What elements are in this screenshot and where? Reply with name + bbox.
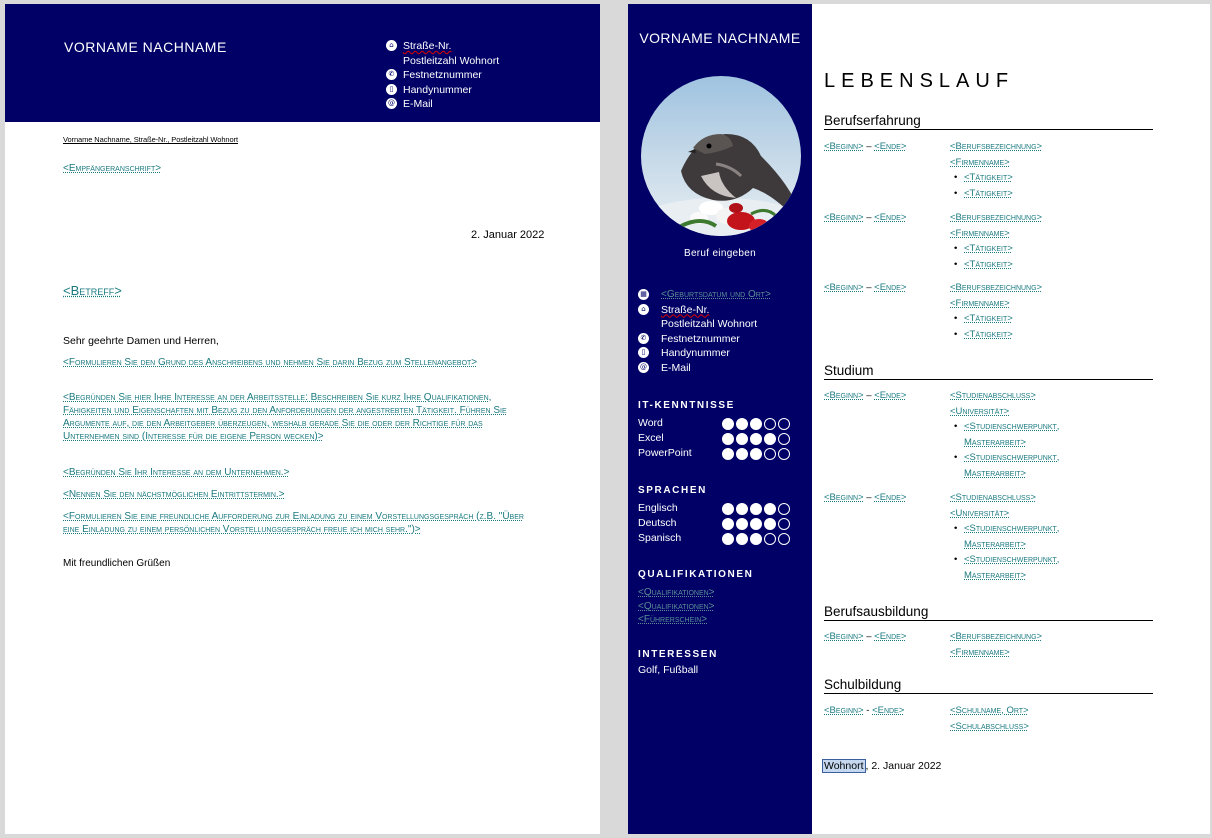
activity-placeholder[interactable]: <Tätigkeit> xyxy=(964,258,1013,270)
rating-dot-filled xyxy=(750,418,762,430)
date-separator: – xyxy=(863,631,875,642)
language-label[interactable]: Deutsch xyxy=(638,517,677,529)
cv-page xyxy=(628,4,1210,834)
degree-placeholder[interactable]: <Studienabschluss> xyxy=(950,390,1036,401)
rating-dot-filled xyxy=(736,418,748,430)
calendar-icon: ▦ xyxy=(638,289,649,300)
section-heading-work[interactable]: Berufserfahrung xyxy=(824,113,1153,130)
date-text[interactable]: , 2. Januar 2022 xyxy=(865,760,942,772)
activity-placeholder[interactable]: <Tätigkeit> xyxy=(964,172,1013,183)
at-icon: @ xyxy=(640,362,647,371)
language-row xyxy=(638,502,798,517)
begin-placeholder[interactable]: <Beginn> xyxy=(824,282,864,293)
sender-line[interactable]: Vorname Nachname, Straße-Nr., Postleitzahl Wohnort xyxy=(63,135,238,144)
date-separator: – xyxy=(863,212,875,223)
rating-dot-empty xyxy=(778,418,790,430)
date-separator: – xyxy=(863,492,875,503)
school-placeholder[interactable]: <Schulname, Ort> xyxy=(950,705,1029,716)
home-icon: ⌂ xyxy=(638,304,649,315)
rating-dot-empty xyxy=(778,533,790,545)
cv-phone-text[interactable]: Festnetznummer xyxy=(661,332,740,345)
skill-label[interactable]: PowerPoint xyxy=(638,447,692,459)
focus-placeholder[interactable]: <Studienschwerpunkt, Masterarbeit> xyxy=(964,554,1060,581)
rating-dots xyxy=(722,418,792,430)
job-title-placeholder[interactable]: <Berufsbezeichnung> xyxy=(950,282,1043,293)
rating-dot-filled xyxy=(722,533,734,545)
language-label[interactable]: Spanisch xyxy=(638,532,682,544)
rating-dot-filled xyxy=(750,533,762,545)
end-placeholder[interactable]: <Ende> xyxy=(872,705,905,716)
cv-sidebar-name[interactable]: VORNAME NACHNAME xyxy=(639,30,801,46)
end-placeholder[interactable]: <Ende> xyxy=(874,390,907,401)
mobile-icon: ▯ xyxy=(638,347,649,358)
phone-text[interactable]: Festnetznummer xyxy=(403,69,482,81)
diploma-placeholder[interactable]: <Schulabschluss> xyxy=(950,720,1029,732)
rating-dot-filled xyxy=(722,418,734,430)
rating-dots xyxy=(722,503,792,515)
cv-sidebar xyxy=(628,4,812,834)
end-placeholder[interactable]: <Ende> xyxy=(874,631,907,642)
rating-dot-filled xyxy=(722,433,734,445)
activity-placeholder[interactable]: <Tätigkeit> xyxy=(964,187,1013,199)
it-skills-heading[interactable]: IT-KENNTNISSE xyxy=(638,400,735,411)
cv-street-text[interactable]: Straße-Nr. xyxy=(661,303,710,316)
rating-dot-filled xyxy=(750,433,762,445)
date-separator: – xyxy=(863,390,875,401)
rating-dot-filled xyxy=(764,503,776,515)
activity-placeholder[interactable]: <Tätigkeit> xyxy=(964,243,1013,254)
paragraph-invitation[interactable]: <Formulieren Sie eine freundliche Aufforderung zur Einladung zu einem Vorstellungsgespräch (z.B. "Über eine Einladung zu einem persönlichen Vorstellungsgespräch freue ich mich sehr.")> xyxy=(63,511,524,535)
rating-dot-empty xyxy=(778,433,790,445)
cv-email-text[interactable]: E-Mail xyxy=(661,361,691,374)
letter-header-contact xyxy=(386,39,499,112)
rating-dot-empty xyxy=(778,448,790,460)
degree-placeholder[interactable]: <Studienabschluss> xyxy=(950,492,1036,503)
salutation[interactable]: Sehr geehrte Damen und Herren, xyxy=(63,335,219,347)
at-icon: @ xyxy=(388,99,395,107)
mobile-icon: ▯ xyxy=(386,84,397,95)
street-text[interactable]: Straße-Nr. xyxy=(403,40,452,52)
interests-heading[interactable]: INTERESSEN xyxy=(638,649,718,660)
qualifications-heading[interactable]: QUALIFIKATIONEN xyxy=(638,569,754,580)
end-placeholder[interactable]: <Ende> xyxy=(874,492,907,503)
rating-dots xyxy=(722,433,792,445)
activity-placeholder[interactable]: <Tätigkeit> xyxy=(964,313,1013,324)
paragraph-reason[interactable]: <Formulieren Sie den Grund des Anschreibens und nehmen Sie darin Bezug zum Stellenangebot> xyxy=(63,357,478,368)
begin-placeholder[interactable]: <Beginn> xyxy=(824,492,864,503)
skill-label[interactable]: Excel xyxy=(638,432,664,444)
rating-dots xyxy=(722,533,792,545)
focus-placeholder[interactable]: <Studienschwerpunkt, Masterarbeit> xyxy=(964,452,1060,479)
qualification-item[interactable]: <Qualifikationen> xyxy=(638,587,715,598)
rating-dot-filled xyxy=(722,518,734,530)
skill-row xyxy=(638,417,798,432)
section-heading-training[interactable]: Berufsausbildung xyxy=(824,604,1153,621)
end-placeholder[interactable]: <Ende> xyxy=(874,282,907,293)
rating-dot-empty xyxy=(764,418,776,430)
place-selected-text[interactable]: Wohnort xyxy=(824,760,864,772)
bird-image xyxy=(641,76,801,236)
skill-row xyxy=(638,432,798,447)
rating-dot-empty xyxy=(764,448,776,460)
phone-icon: ✆ xyxy=(638,333,649,344)
paragraph-start-date[interactable]: <Nennen Sie den nächstmöglichen Eintrittstermin.> xyxy=(63,489,285,500)
rating-dot-filled xyxy=(722,503,734,515)
university-placeholder[interactable]: <Universität> xyxy=(950,507,1010,519)
section-heading-study[interactable]: Studium xyxy=(824,363,1153,380)
rating-dot-empty xyxy=(778,503,790,515)
cv-city-text[interactable]: Postleitzahl Wohnort xyxy=(661,318,758,330)
recipient-placeholder[interactable]: <Empfängeranschrift> xyxy=(63,163,162,174)
date-separator: – xyxy=(863,282,875,293)
rating-dot-filled xyxy=(764,433,776,445)
cv-contact xyxy=(638,288,771,375)
rating-dot-filled xyxy=(722,448,734,460)
rating-dot-filled xyxy=(736,448,748,460)
qualifications-list xyxy=(638,586,715,627)
company-placeholder[interactable]: <Firmenname> xyxy=(950,227,1010,239)
rating-dot-empty xyxy=(778,518,790,530)
date-separator: - xyxy=(863,705,873,716)
begin-placeholder[interactable]: <Beginn> xyxy=(824,631,864,642)
begin-placeholder[interactable]: <Beginn> xyxy=(824,390,864,401)
language-row xyxy=(638,532,798,547)
paragraph-company-interest[interactable]: <Begründen Sie Ihr Interesse an dem Unternehmen.> xyxy=(63,467,290,478)
rating-dot-filled xyxy=(750,518,762,530)
cv-mobile-text[interactable]: Handynummer xyxy=(661,347,730,359)
rating-dot-filled xyxy=(736,533,748,545)
city-text[interactable]: Postleitzahl Wohnort xyxy=(403,54,500,67)
cover-letter-page xyxy=(5,4,600,834)
email-text[interactable]: E-Mail xyxy=(403,98,433,110)
paragraph-qualifications[interactable]: <Begründen Sie hier Ihre Interesse an der Arbeitsstelle: Beschreiben Sie kurz Ihre Qualifikationen, Fähigkeiten und Eigenschaften mit Bezug zu den Anforderungen der angestrebten Tätigkeit. Führen Sie Argumente auf, die den Arbeitgeber überzeugen, weshalb gerade Sie die oder der Richtige für das Unternehmen sind (Interesse für die eigene Person wecken)> xyxy=(63,392,507,442)
company-placeholder[interactable]: <Firmenname> xyxy=(950,297,1010,309)
place-date-line xyxy=(822,760,941,772)
mobile-text[interactable]: Handynummer xyxy=(403,83,472,96)
rating-dots xyxy=(722,518,792,530)
qualification-item[interactable]: <Qualifikationen> xyxy=(638,600,715,612)
job-title-placeholder[interactable]: <Berufsbezeichnung> xyxy=(950,631,1043,642)
letter-header-name[interactable]: VORNAME NACHNAME xyxy=(64,39,227,55)
focus-placeholder[interactable]: <Studienschwerpunkt, Masterarbeit> xyxy=(964,421,1060,448)
rating-dot-filled xyxy=(750,503,762,515)
letter-header xyxy=(5,4,600,122)
company-placeholder[interactable]: <Firmenname> xyxy=(950,156,1010,168)
end-placeholder[interactable]: <Ende> xyxy=(874,141,907,152)
qualification-item[interactable]: <Führerschein> xyxy=(638,614,708,625)
rating-dot-filled xyxy=(764,518,776,530)
rating-dot-empty xyxy=(764,533,776,545)
cv-title[interactable]: LEBENSLAUF xyxy=(824,70,1015,92)
home-icon: ⌂ xyxy=(386,40,397,51)
profile-photo[interactable] xyxy=(641,76,801,236)
job-title-placeholder[interactable]: <Berufsbezeichnung> xyxy=(950,212,1043,223)
rating-dot-filled xyxy=(736,518,748,530)
begin-placeholder[interactable]: <Beginn> xyxy=(824,212,864,223)
begin-placeholder[interactable]: <Beginn> xyxy=(824,705,864,716)
end-placeholder[interactable]: <Ende> xyxy=(874,212,907,223)
rating-dot-filled xyxy=(736,503,748,515)
subject-placeholder[interactable]: <Betreff> xyxy=(63,283,122,298)
phone-icon: ✆ xyxy=(386,69,397,80)
date-separator: – xyxy=(863,141,875,152)
languages-heading[interactable]: SPRACHEN xyxy=(638,485,707,496)
skill-row xyxy=(638,447,798,462)
focus-placeholder[interactable]: <Studienschwerpunkt, Masterarbeit> xyxy=(964,523,1060,550)
language-label[interactable]: Englisch xyxy=(638,502,678,514)
skill-label[interactable]: Word xyxy=(638,417,663,429)
job-title-placeholder[interactable]: <Berufsbezeichnung> xyxy=(950,141,1043,152)
university-placeholder[interactable]: <Universität> xyxy=(950,405,1010,417)
company-placeholder[interactable]: <Firmenname> xyxy=(950,646,1010,658)
closing[interactable]: Mit freundlichen Grüßen xyxy=(63,558,171,569)
begin-placeholder[interactable]: <Beginn> xyxy=(824,141,864,152)
rating-dots xyxy=(722,448,792,460)
birth-placeholder[interactable]: <Geburtsdatum und Ort> xyxy=(661,289,771,300)
interests-text[interactable]: Golf, Fußball xyxy=(638,664,699,676)
letter-date[interactable]: 2. Januar 2022 xyxy=(471,229,545,241)
section-heading-school[interactable]: Schulbildung xyxy=(824,677,1153,694)
job-title[interactable]: Beruf eingeben xyxy=(683,248,757,259)
rating-dot-filled xyxy=(750,448,762,460)
rating-dot-filled xyxy=(736,433,748,445)
language-row xyxy=(638,517,798,532)
activity-placeholder[interactable]: <Tätigkeit> xyxy=(964,328,1013,340)
